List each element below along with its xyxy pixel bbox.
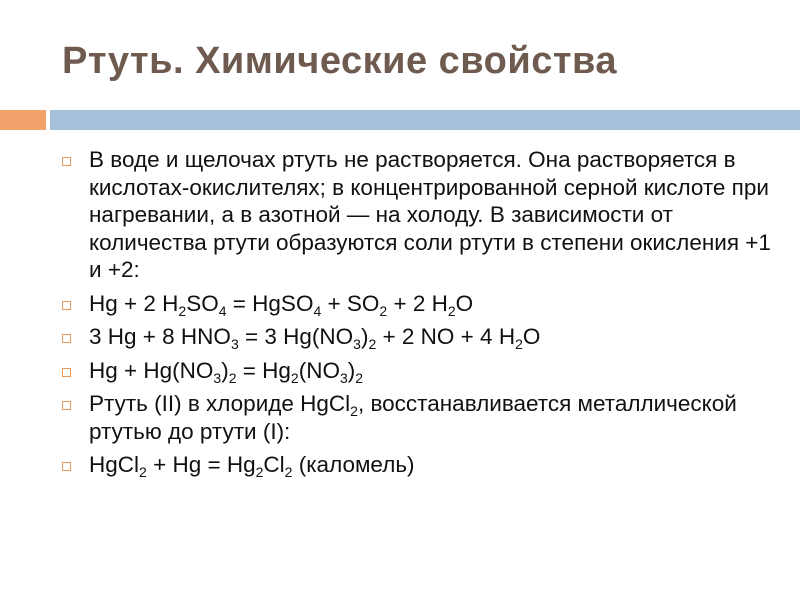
list-item [62,390,782,445]
square-bullet-icon [62,334,71,343]
list-item [62,290,782,318]
list-item [62,146,782,284]
list-item [62,323,782,351]
square-bullet-icon [62,462,71,471]
equation: 3 Hg + 8 $HNO_3 = 3$ $Hg(NO_3)_2 + 2$ NO + 4 $H_2O$ [89,324,541,352]
equation: Hg + 2 $H_2SO_4$ = HgSO$_4$ + $SO_2 + 2$ $H_2O$ [89,290,474,319]
square-bullet-icon [62,157,71,166]
square-bullet-icon [62,368,71,377]
square-bullet-icon [62,301,71,310]
equation: HgCl$_2$ + $Hg = Hg_2Cl_2$ (каломель) [89,452,415,480]
equation: $Hg + Hg(NO_3)_2 = Hg_2(NO_3)_2$ [89,357,364,386]
item-text: В воде и щелочах ртуть не растворяется. Она растворяется в кислотах-окислителях; в концентрированной серной кислоте при нагревании, а в азотной — на холоду. В зависимости от количества ртути образуются соли ртути в степени окисления +1 и +2: [89,147,771,282]
header-bar [50,110,800,130]
bullet-list [62,146,782,485]
slide-title: Ртуть. Химические свойства [62,40,617,82]
list-item [62,357,782,385]
item-text: Ртуть (II) в хлориде HgCl$_2$, восстанавливается металлической ртутью до ртути (I): [89,391,737,444]
list-item [62,451,782,479]
square-bullet-icon [62,401,71,410]
accent-bar [0,110,46,130]
